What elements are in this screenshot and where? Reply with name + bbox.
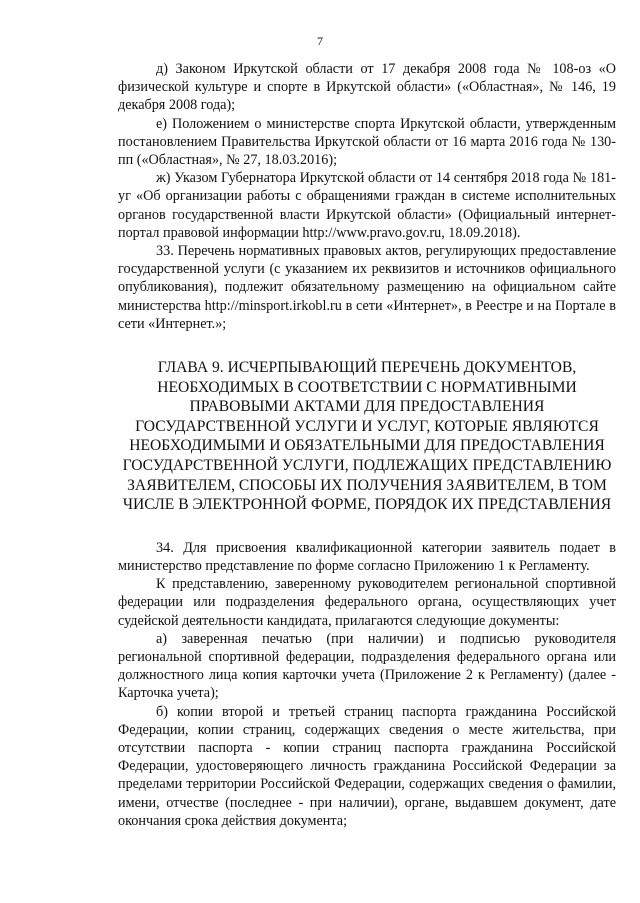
chapter-9-heading: ГЛАВА 9. ИСЧЕРПЫВАЮЩИЙ ПЕРЕЧЕНЬ ДОКУМЕНТОВ, НЕОБХОДИМЫХ В СООТВЕТСТВИИ С НОРМАТИВНЫМИ ПРАВОВЫМИ АКТАМИ ДЛЯ ПРЕДОСТАВЛЕНИЯ ГОСУДАРСТВЕННОЙ УСЛУГИ И УСЛУГ, КОТОРЫЕ ЯВЛЯЮТСЯ НЕОБХОДИМЫМИ И ОБЯЗАТЕЛЬНЫМИ ДЛЯ ПРЕДОСТАВЛЕНИЯ ГОСУДАРСТВЕННОЙ УСЛУГИ, ПОДЛЕЖАЩИХ ПРЕДСТАВЛЕНИЮ ЗАЯВИТЕЛЕМ, СПОСОБЫ ИХ ПОЛУЧЕНИЯ ЗАЯВИТЕЛЕМ, В ТОМ ЧИСЛЕ В ЭЛЕКТРОННОЙ ФОРМЕ, ПОРЯДОК ИХ ПРЕДСТАВЛЕНИЯ	[122, 359, 612, 514]
page-number: 7	[317, 34, 323, 48]
attachments-intro: К представлению, заверенному руководителем региональной спортивной федерации или подразделения федерального органа, осуществляющих учет судейской деятельности кандидата, прилагаются следующие документы:	[118, 576, 616, 629]
legal-source-d: д) Законом Иркутской области от 17 декабря 2008 года № 108-оз «О физической культуре и спорте в Иркутской области» («Областная», № 146, 19 декабря 2008 года);	[118, 61, 616, 114]
paragraph-34: 34. Для присвоения квалификационной категории заявитель подает в министерство представление по форме согласно Приложению 1 к Регламенту.	[118, 539, 616, 574]
document-body	[118, 60, 616, 830]
spacer	[118, 515, 616, 539]
paragraph-33: 33. Перечень нормативных правовых актов, регулирующих предоставление государственной услуги (с указанием их реквизитов и источников официального опубликования), подлежит обязательному размещению на официальном сайте министерства http://minsport.irkobl.ru в сети «Интернет», в Реестре и на Портале в сети «Интернет.»;	[118, 243, 616, 332]
document-item-b: б) копии второй и третьей страниц паспорта гражданина Российской Федерации, копии страниц, содержащих сведения о месте жительства, при отсутствии паспорта - копии страниц паспорта гражданина Российской Федерации, удостоверяющего личность гражданина Российской Федерации за пределами территории Российской Федерации, содержащих сведения о фамилии, имени, отчестве (последнее - при наличии), органе, выдавшем документ, дате окончания срока действия документа;	[118, 703, 616, 829]
legal-source-zh: ж) Указом Губернатора Иркутской области от 14 сентября 2018 года № 181-уг «Об организации работы с обращениями граждан в системе исполнительных органов государственной власти Иркутской области» (Официальный интернет-портал правовой информации http://www.pravo.gov.ru, 18.09.2018).	[118, 170, 616, 241]
legal-source-e: е) Положением о министерстве спорта Иркутской области, утвержденным постановлением Правительства Иркутской области от 16 марта 2016 года № 130-пп («Областная», № 27, 18.03.2016);	[118, 115, 616, 169]
document-item-a: а) заверенная печатью (при наличии) и подписью руководителя региональной спортивной федерации, подразделения федерального органа или должностного лица копия карточки учета (Приложение 2 к Регламенту) (далее - Карточка учета);	[118, 630, 616, 702]
